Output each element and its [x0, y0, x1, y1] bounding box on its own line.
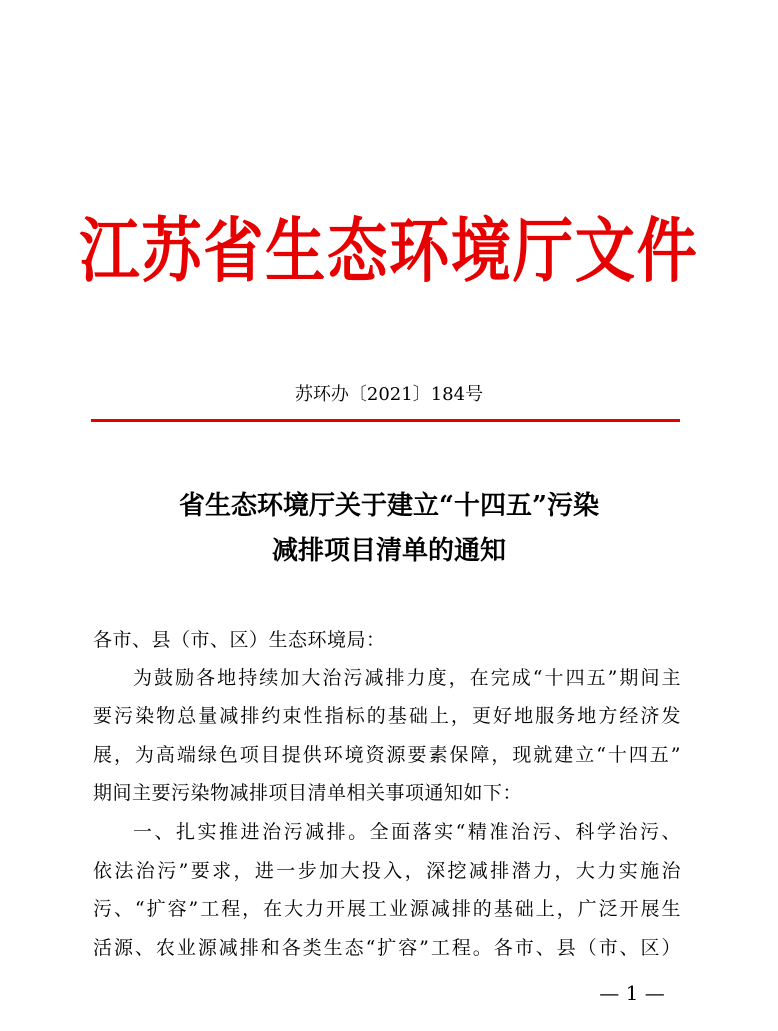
- paragraph-line: 期间主要污染物减排项目清单相关事项通知如下：: [93, 782, 523, 804]
- paragraph-line: 依法治污”要求，进一步加大投入，深挖减排潜力，大力实施治: [93, 860, 681, 882]
- paragraph-line: 污、“扩容”工程，在大力开展工业源减排的基础上，广泛开展生: [93, 898, 681, 920]
- paragraph-line: 活源、农业源减排和各类生态“扩容”工程。各市、县（市、区）: [93, 937, 681, 959]
- notice-title-line-1: 省生态环境厅关于建立“十四五”污染: [179, 491, 599, 521]
- notice-title-line-2: 减排项目清单的通知: [271, 536, 506, 566]
- paragraph-line: 要污染物总量减排约束性指标的基础上，更好地服务地方经济发: [93, 705, 681, 727]
- document-number: 苏环办〔2021〕184号: [294, 384, 484, 405]
- page-number: — 1 —: [599, 981, 665, 1005]
- paragraph-line: 为鼓励各地持续加大治污减排力度，在完成“十四五”期间主: [133, 667, 681, 689]
- paragraph-line: 一、扎实推进治污减排。全面落实“精准治污、科学治污、: [133, 821, 681, 843]
- paragraph-line: 展，为高端绿色项目提供环境资源要素保障，现就建立“十四五”: [93, 744, 681, 766]
- red-divider: [91, 419, 680, 422]
- salutation: 各市、县（市、区）生态环境局：: [93, 629, 386, 651]
- masthead-title: 江苏省生态环境厅文件: [79, 210, 699, 292]
